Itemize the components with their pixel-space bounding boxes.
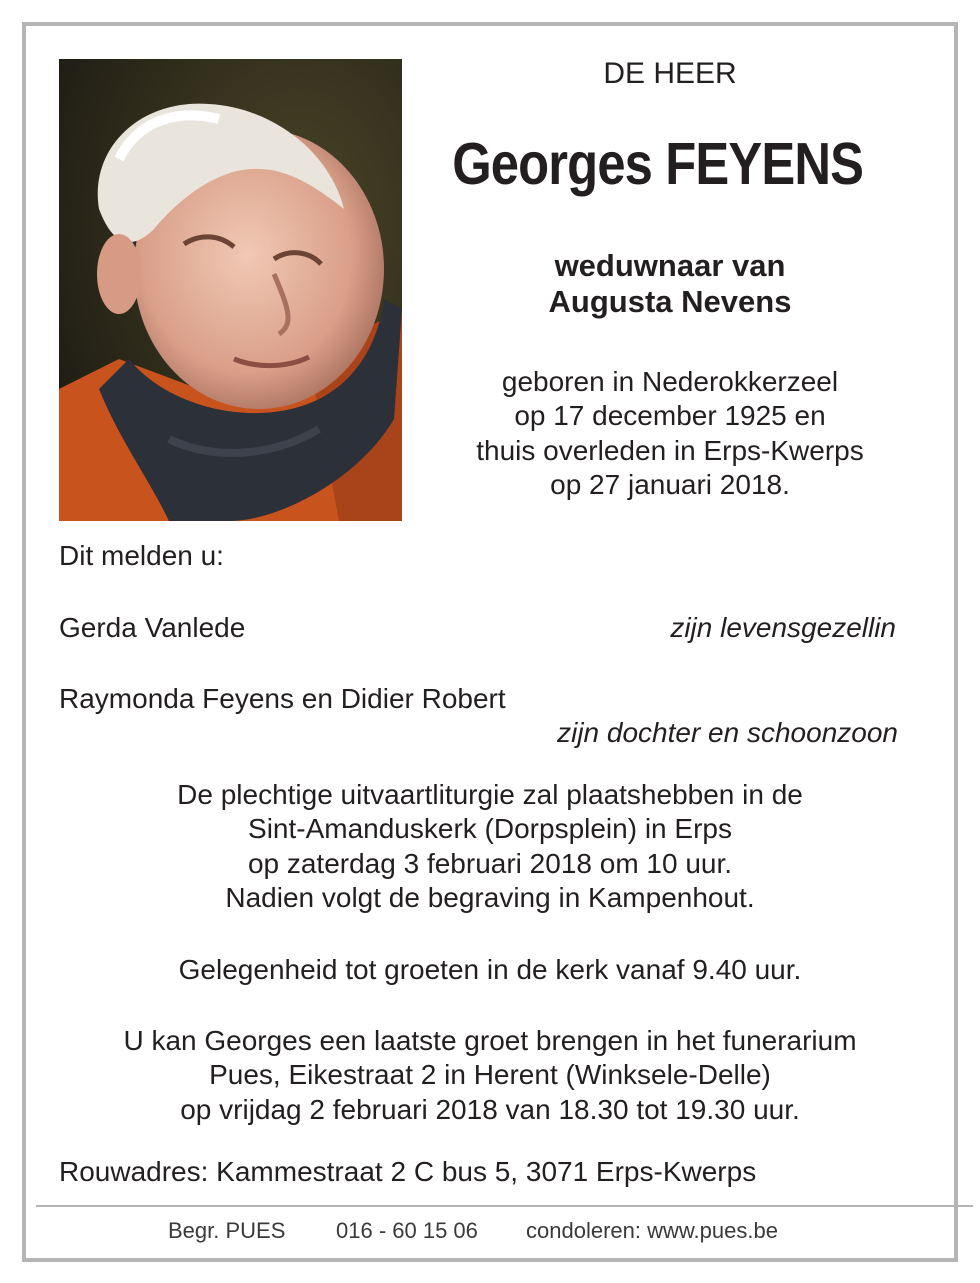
mourning-address: Rouwadres: Kammestraat 2 C bus 5, 3071 Erps-Kwerps <box>59 1156 757 1187</box>
footer-divider <box>36 1205 973 1207</box>
liturgy-line: op zaterdag 3 februari 2018 om 10 uur. <box>247 848 733 879</box>
funeral-home-line: Pues, Eikestraat 2 in Herent (Winksele-Delle) <box>209 1059 771 1090</box>
birth-line: geboren in Nederokkerzeel <box>501 366 839 397</box>
undertaker-name: Begr. PUES <box>168 1218 286 1243</box>
spouse-label: weduwnaar van <box>554 248 786 283</box>
condolence-website[interactable]: condoleren: www.pues.be <box>526 1218 778 1243</box>
greeting-line: Gelegenheid tot groeten in de kerk vanaf 9.40 uur. <box>178 954 802 985</box>
honorific-title: DE HEER <box>603 57 737 90</box>
portrait-photo <box>59 59 402 521</box>
deceased-name: Georges FEYENS <box>452 131 864 197</box>
announcers-intro: Dit melden u: <box>59 540 224 571</box>
announcer-name: Gerda Vanlede <box>59 612 246 643</box>
death-line: op 27 januari 2018. <box>550 469 790 500</box>
death-line: thuis overleden in Erps-Kwerps <box>476 435 864 466</box>
announcer-relation: zijn dochter en schoonzoon <box>557 717 898 748</box>
burial-line: Nadien volgt de begraving in Kampenhout. <box>225 882 755 913</box>
liturgy-line: Sint-Amanduskerk (Dorpsplein) in Erps <box>248 813 732 844</box>
funeral-home-line: U kan Georges een laatste groet brengen in het funerarium <box>123 1025 857 1056</box>
liturgy-line: De plechtige uitvaartliturgie zal plaatshebben in de <box>177 779 803 810</box>
undertaker-phone: 016 - 60 15 06 <box>336 1218 478 1243</box>
portrait-illustration <box>59 59 402 521</box>
funeral-home-line: op vrijdag 2 februari 2018 van 18.30 tot 19.30 uur. <box>180 1094 800 1125</box>
announcer-relation: zijn levensgezellin <box>670 612 896 643</box>
birth-line: op 17 december 1925 en <box>514 400 826 431</box>
spouse-name: Augusta Nevens <box>548 284 792 319</box>
announcer-name: Raymonda Feyens en Didier Robert <box>59 683 506 714</box>
